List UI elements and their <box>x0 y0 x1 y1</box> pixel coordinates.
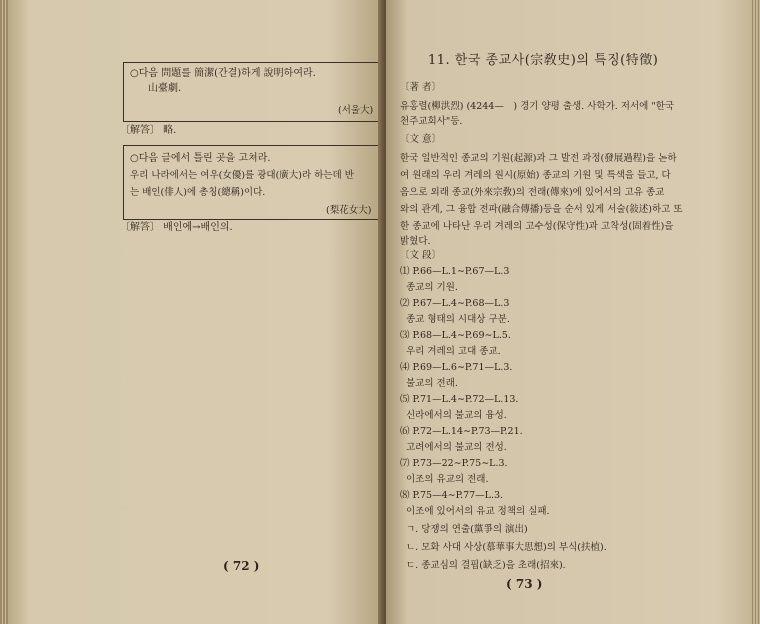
right-page-number: ( 73 ) <box>506 577 543 591</box>
list-item: ㄱ. 당쟁의 연출(黨爭의 演出) <box>406 524 528 535</box>
section-desc: 종교 형태의 시대상 구분. <box>406 314 510 325</box>
right-page <box>386 0 754 624</box>
summary-line-2: 여 원래의 우리 겨레의 원시(原始) 종교의 기원 및 특색을 들고, 다 <box>400 170 671 181</box>
section-desc: 고려에서의 불교의 전성. <box>406 442 507 453</box>
section-desc: 우리 겨레의 고대 종교. <box>406 346 501 357</box>
question-2-source: (梨花女大) <box>326 205 372 216</box>
question-2-line-3: 는 배인(俳人)에 총칭(總稱)이다. <box>130 187 266 198</box>
author-heading: 〔著 者〕 <box>400 82 442 93</box>
section-ref: ⑷ P.69—L.6∼P.71—L.3. <box>400 362 513 373</box>
section-ref: ⑵ P.67—L.4∼P.68—L.3 <box>400 298 510 309</box>
section-ref: ⑶ P.68—L.4∼P.69∼L.5. <box>400 330 511 341</box>
section-ref: ⑴ P.66—L.1∼P.67—L.3 <box>400 266 510 277</box>
summary-line-6: 밝혔다. <box>400 236 431 247</box>
section-desc: 이조의 유교의 전래. <box>406 474 489 485</box>
summary-line-1: 한국 일반적인 종교의 기원(起源)과 그 발전 과정(發展過程)을 논하 <box>400 153 677 164</box>
summary-line-4: 와의 관계, 그 융합 전파(融合傳播)등을 순서 있게 서술(敍述)하고 또 <box>400 204 683 215</box>
sections-heading: 〔文 段〕 <box>400 250 442 261</box>
section-desc: 신라에서의 불교의 융성. <box>406 410 507 421</box>
section-desc: 종교의 기원. <box>406 282 458 293</box>
section-desc: 이조에 있어서의 유교 정책의 실패. <box>406 506 550 517</box>
section-desc: 불교의 전래. <box>406 378 458 389</box>
section-ref: ⑸ P.71—L.4∼P.72—L.13. <box>400 394 519 405</box>
question-1-source: (서울大) <box>338 105 374 116</box>
left-page <box>8 0 384 624</box>
left-page-number: ( 72 ) <box>223 559 260 573</box>
list-item: ㄴ. 모화 사대 사상(慕華事大思想)의 부식(扶植). <box>406 542 607 553</box>
author-line-2: 천주교회사"등. <box>400 116 463 127</box>
question-2-line-1: ○다음 글에서 틀린 곳을 고쳐라. <box>130 153 271 164</box>
author-line-1: 유홍렬(柳洪烈) (4244— ) 경기 양평 출생. 사학가. 저서에 "한국 <box>400 101 675 112</box>
question-2-line-2: 우리 나라에서는 여우(女優)를 광대(廣大)라 하는데 반 <box>130 170 354 181</box>
section-ref: ⑺ P.73—22∼P.75∼L.3. <box>400 458 508 469</box>
question-1-item: 山臺劇. <box>148 83 182 94</box>
section-ref: ⑻ P.75—4∼P.77—L.3. <box>400 490 504 501</box>
chapter-title: 11. 한국 종교사(宗敎史)의 특징(特徵) <box>428 53 659 68</box>
section-ref: ⑹ P.72—L.14∼P.73—P.21. <box>400 426 523 437</box>
summary-line-5: 한 종교에 나타난 우리 겨레의 고수성(保守性)과 고착성(固着性)을 <box>400 221 674 232</box>
answer-1: 〔解答〕 略. <box>120 125 177 136</box>
page-edges-right <box>750 0 760 624</box>
list-item: ㄷ. 종교심의 결핍(缺乏)을 초래(招來). <box>406 560 566 571</box>
answer-2: 〔解答〕 배인에→배인의. <box>120 222 233 233</box>
question-1-text: ○다음 問題를 簡潔(간결)하게 說明하여라. <box>130 68 316 79</box>
summary-heading: 〔文 意〕 <box>400 134 442 145</box>
summary-line-3: 음으로 외래 종교(外來宗敎)의 전래(傳來)에 있어서의 고유 종교 <box>400 187 665 198</box>
